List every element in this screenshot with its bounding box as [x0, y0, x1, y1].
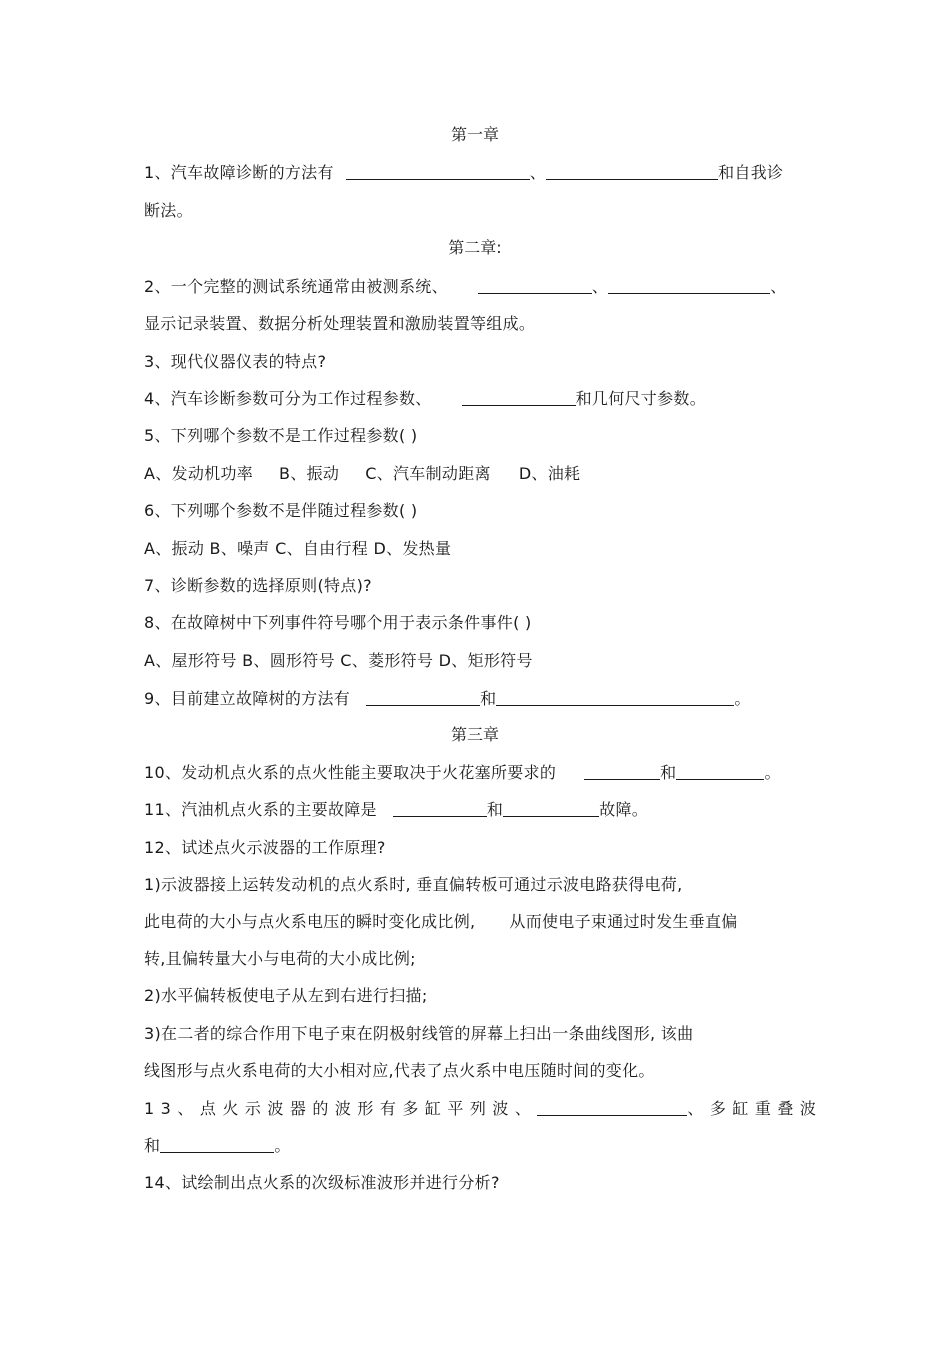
q2-blank-1 [478, 277, 592, 294]
question-4 [144, 389, 706, 409]
question-12: 12、试述点火示波器的工作原理? [144, 838, 386, 857]
q10-mid: 和 [660, 763, 677, 782]
q11-blank-2 [503, 800, 599, 817]
q11-suffix: 故障。 [599, 800, 649, 819]
q9-prefix: 9、目前建立故障树的方法有 [144, 689, 351, 708]
answer-12-part-3-line-2: 线图形与点火系电荷的大小相对应,代表了点火系中电压随时间的变化。 [144, 1061, 655, 1080]
answer-12-part-1-line-1: 1)示波器接上运转发动机的点火系时, 垂直偏转板可通过示波电路获得电荷, [144, 875, 683, 894]
q11-blank-1 [393, 800, 487, 817]
q2-blank-2 [608, 277, 770, 294]
q5-option-a: A、发动机功率 [144, 464, 254, 483]
answer-12-part-3-line-1: 3)在二者的综合作用下电子束在阴极射线管的屏幕上扫出一条曲线图形, 该曲 [144, 1024, 694, 1043]
chapter-2-heading: 第二章: [448, 238, 502, 257]
q10-prefix: 10、发动机点火系的点火性能主要取决于火花塞所要求的 [144, 763, 557, 782]
question-2 [144, 277, 787, 297]
q1-suffix: 和自我诊 [718, 163, 784, 182]
question-7: 7、诊断参数的选择原则(特点)? [144, 576, 372, 595]
q1-blank-2 [546, 163, 718, 180]
q5-option-b: B、振动 [279, 464, 340, 483]
q5-option-d: D、油耗 [518, 464, 581, 483]
question-13-cont [144, 1136, 291, 1156]
q9-mid: 和 [480, 689, 497, 708]
q2-sep-2: 、 [770, 277, 787, 296]
question-9 [144, 689, 751, 709]
q13-blank-1 [537, 1099, 687, 1116]
question-8-options: A、屋形符号 B、圆形符号 C、菱形符号 D、矩形符号 [144, 651, 533, 670]
q13-blank-2 [160, 1136, 274, 1153]
q10-blank-1 [584, 763, 660, 780]
question-5: 5、下列哪个参数不是工作过程参数( ) [144, 426, 418, 445]
question-3: 3、现代仪器仪表的特点? [144, 352, 327, 371]
question-1 [144, 163, 783, 183]
q13-cont-suffix: 。 [274, 1136, 291, 1155]
q1-blank-1 [346, 163, 530, 180]
a12-l2-first: 此电荷的大小与点火系电压的瞬时变化成比例, [144, 912, 476, 931]
q9-blank-2 [496, 689, 734, 706]
a12-l2-second: 从而使电子束通过时发生垂直偏 [509, 912, 738, 931]
q11-prefix: 11、汽油机点火系的主要故障是 [144, 800, 377, 819]
q13-cont-prefix: 和 [144, 1136, 161, 1155]
q2-prefix: 2、一个完整的测试系统通常由被测系统、 [144, 277, 448, 296]
question-1-cont: 断法。 [144, 201, 193, 220]
answer-12-part-1-line-2 [144, 912, 738, 932]
q9-blank-1 [366, 689, 480, 706]
q9-suffix: 。 [734, 689, 751, 708]
q13-mid: 、多缸重叠波 [687, 1099, 823, 1118]
q4-blank [462, 389, 576, 406]
answer-12-part-2: 2)水平偏转板使电子从左到右进行扫描; [144, 986, 428, 1005]
question-10 [144, 763, 781, 783]
q4-suffix: 和几何尺寸参数。 [575, 389, 706, 408]
question-14: 14、试绘制出点火系的次级标准波形并进行分析? [144, 1173, 500, 1192]
q4-prefix: 4、汽车诊断参数可分为工作过程参数、 [144, 389, 432, 408]
q1-prefix: 1、汽车故障诊断的方法有 [144, 163, 334, 182]
q10-suffix: 。 [764, 763, 781, 782]
question-5-options [144, 464, 580, 484]
q1-sep: 、 [529, 163, 547, 182]
q10-blank-2 [676, 763, 764, 780]
question-6: 6、下列哪个参数不是伴随过程参数( ) [144, 501, 418, 520]
q2-sep-1: 、 [591, 277, 609, 296]
question-2-cont: 显示记录装置、数据分析处理装置和激励装置等组成。 [144, 314, 536, 333]
q13-prefix: 13、点火示波器的波形有多缸平列波、 [144, 1099, 538, 1118]
question-6-options: A、振动 B、噪声 C、自由行程 D、发热量 [144, 539, 452, 558]
q5-option-c: C、汽车制动距离 [365, 464, 491, 483]
q11-mid: 和 [486, 800, 504, 819]
question-11 [144, 800, 648, 820]
question-13 [144, 1099, 822, 1119]
question-8: 8、在故障树中下列事件符号哪个用于表示条件事件( ) [144, 613, 532, 632]
chapter-1-heading: 第一章 [450, 125, 499, 144]
chapter-3-heading: 第三章 [450, 725, 499, 744]
answer-12-part-1-line-3: 转,且偏转量大小与电荷的大小成比例; [144, 949, 416, 968]
